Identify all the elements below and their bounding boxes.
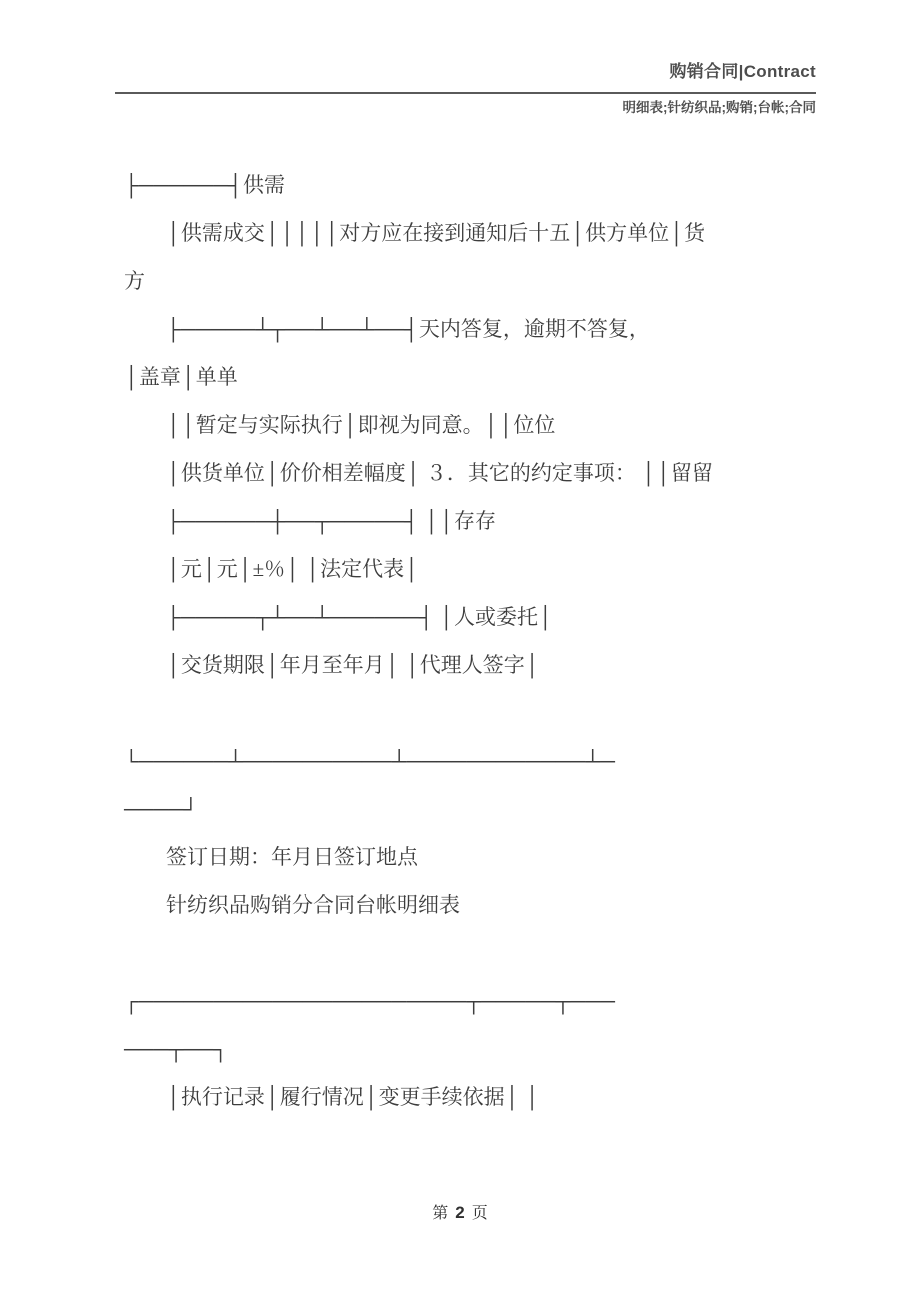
- body-line: ││暂定与实际执行│即视为同意。││位位: [166, 413, 556, 437]
- page-footer: [0, 1201, 920, 1226]
- body-line: ├──────┼──┬─────┤ ││存存: [166, 509, 496, 533]
- header-keywords: 明细表;针纺织品;购销;台帐;合同: [622, 100, 816, 115]
- body-line: ───┬──┐: [124, 1037, 229, 1061]
- body-line: 针纺织品购销分合同台帐明细表: [166, 893, 460, 917]
- body-line: │元│元│±％│ │法定代表│: [166, 557, 420, 581]
- body-line: ┌──────────────────────┬─────┬───: [124, 989, 615, 1013]
- footer-page-number: 2: [455, 1203, 465, 1222]
- footer-page-prefix: 第: [432, 1205, 449, 1222]
- footer-page-suffix: 页: [471, 1205, 488, 1222]
- body-line: │盖章│单单: [124, 365, 238, 389]
- body-line: │供货单位│价价相差幅度│ ３．其它的约定事项： ││留留: [166, 461, 713, 485]
- body-line: │执行记录│履行情况│变更手续依据│ │: [166, 1085, 540, 1109]
- body-line: ────┘: [124, 797, 199, 821]
- header-title: 购销合同|Contract: [669, 62, 816, 81]
- blank-line: [124, 929, 820, 977]
- page-header: [115, 61, 816, 116]
- body-line: 签订日期：年月日签订地点: [166, 845, 418, 869]
- body-line: ├─────┴┬──┴──┴──┤天内答复，逾期不答复，: [166, 317, 650, 341]
- body-line: 方: [124, 269, 145, 293]
- header-divider: [115, 92, 816, 94]
- document-body: [124, 161, 820, 1121]
- blank-line: [124, 689, 820, 737]
- body-line: └──────┴──────────┴────────────┴─: [124, 749, 615, 773]
- body-line: │供需成交│││││对方应在接到通知后十五│供方单位│货: [166, 221, 706, 245]
- body-line: ├─────┬┴──┴──────┤ │人或委托│: [166, 605, 553, 629]
- body-line: ├──────┤供需: [124, 173, 286, 197]
- body-line: │交货期限│年月至年月│ │代理人签字│: [166, 653, 540, 677]
